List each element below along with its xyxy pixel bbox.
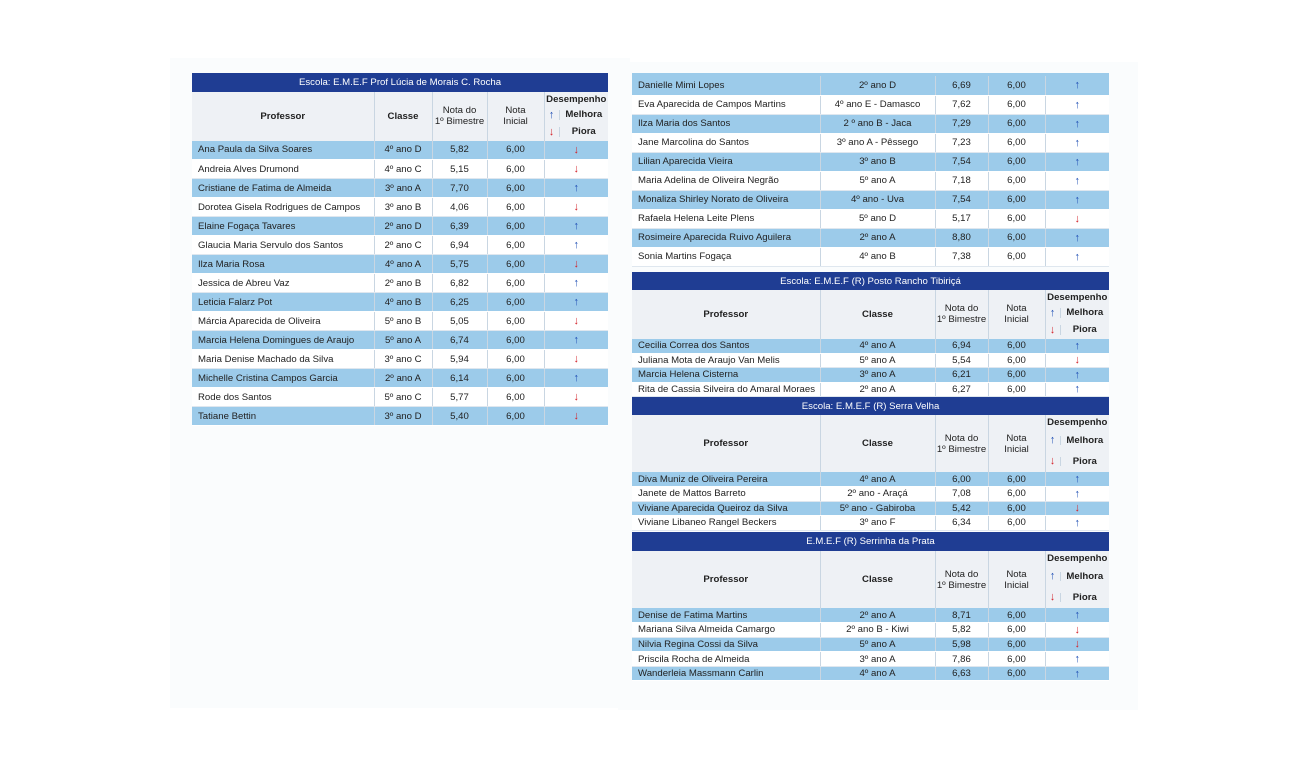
- down-arrow-icon: ↓: [544, 312, 608, 331]
- nota-inicial-cell: 6,00: [988, 516, 1045, 531]
- table-row: [192, 141, 608, 160]
- class-cell: 3º ano F: [820, 516, 935, 531]
- nota-bimestre-cell: 6,94: [432, 236, 487, 255]
- up-arrow-icon: ↑: [1045, 171, 1109, 190]
- teacher-name: Janete de Mattos Barreto: [632, 487, 820, 502]
- class-cell: 4º ano E - Damasco: [820, 95, 935, 114]
- up-arrow-icon: ↑: [1049, 306, 1056, 319]
- class-cell: 2º ano D: [374, 217, 432, 236]
- table-row: [632, 353, 1109, 368]
- table-row: [632, 171, 1109, 190]
- class-cell: 4º ano A: [820, 666, 935, 681]
- nota-bimestre-cell: 7,86: [935, 652, 988, 667]
- up-arrow-icon: ↑: [1045, 666, 1109, 681]
- class-cell: 2º ano A: [820, 382, 935, 397]
- down-arrow-icon: ↓: [1049, 454, 1056, 467]
- nota-inicial-cell: 6,00: [988, 652, 1045, 667]
- table-row: [632, 652, 1109, 667]
- class-cell: 4º ano B: [374, 293, 432, 312]
- table-row: [192, 407, 608, 426]
- class-cell: 5º ano D: [820, 209, 935, 228]
- nota-inicial-cell: 6,00: [487, 179, 544, 198]
- up-arrow-icon: ↑: [1045, 76, 1109, 95]
- nota-inicial-header: Nota Inicial: [988, 415, 1045, 472]
- nota-inicial-cell: 6,00: [487, 331, 544, 350]
- up-arrow-icon: ↑: [544, 236, 608, 255]
- nota-bimestre-cell: 6,27: [935, 382, 988, 397]
- nota-bimestre-cell: 7,62: [935, 95, 988, 114]
- professor-header: Professor: [192, 92, 374, 141]
- nota-bimestre-cell: 7,23: [935, 133, 988, 152]
- nota-inicial-cell: 6,00: [988, 608, 1045, 623]
- up-arrow-icon: ↑: [544, 331, 608, 350]
- up-arrow-icon: ↑: [1045, 339, 1109, 354]
- nota-inicial-cell: 6,00: [988, 666, 1045, 681]
- down-arrow-icon: ↓: [544, 255, 608, 274]
- class-cell: 3º ano A: [374, 179, 432, 198]
- class-cell: 3º ano A: [820, 652, 935, 667]
- nota-bimestre-header: Nota do 1º Bimestre: [935, 290, 988, 339]
- table-row: [192, 160, 608, 179]
- table-row: [192, 217, 608, 236]
- nota-bimestre-cell: 6,82: [432, 274, 487, 293]
- up-arrow-icon: ↑: [1045, 247, 1109, 266]
- up-arrow-icon: ↑: [544, 274, 608, 293]
- up-arrow-icon: ↑: [1045, 608, 1109, 623]
- table-row: [632, 247, 1109, 266]
- table-row: [632, 368, 1109, 383]
- nota-bimestre-cell: 8,71: [935, 608, 988, 623]
- class-cell: 5º ano A: [820, 637, 935, 652]
- nota-inicial-cell: 6,00: [988, 228, 1045, 247]
- teacher-name: Rita de Cassia Silveira do Amaral Moraes: [632, 382, 820, 397]
- class-cell: 5º ano A: [820, 353, 935, 368]
- down-arrow-icon: ↓: [1045, 501, 1109, 516]
- class-cell: 4º ano A: [820, 472, 935, 487]
- table-row: [632, 608, 1109, 623]
- nota-bimestre-cell: 6,34: [935, 516, 988, 531]
- nota-bimestre-cell: 6,74: [432, 331, 487, 350]
- class-cell: 2º ano A: [820, 608, 935, 623]
- table-row: [632, 228, 1109, 247]
- nota-inicial-cell: 6,00: [988, 247, 1045, 266]
- teacher-name: Jessica de Abreu Vaz: [192, 274, 374, 293]
- table-row: [632, 487, 1109, 502]
- down-arrow-icon: ↓: [548, 125, 555, 138]
- down-arrow-icon: ↓: [1045, 209, 1109, 228]
- up-arrow-icon: ↑: [548, 108, 555, 121]
- teacher-name: Dorotea Gisela Rodrigues de Campos: [192, 198, 374, 217]
- table-row: [192, 312, 608, 331]
- teacher-name: Cristiane de Fatima de Almeida: [192, 179, 374, 198]
- teacher-name: Tatiane Bettin: [192, 407, 374, 426]
- up-arrow-icon: ↑: [544, 293, 608, 312]
- up-arrow-icon: ↑: [1049, 569, 1056, 582]
- class-cell: 2º ano A: [374, 369, 432, 388]
- table-row: [632, 95, 1109, 114]
- nota-inicial-cell: 6,00: [487, 388, 544, 407]
- school-title: Escola: E.M.E.F (R) Serra Velha: [632, 397, 1109, 415]
- teacher-name: Danielle Mimi Lopes: [632, 76, 820, 95]
- class-cell: 5º ano A: [820, 171, 935, 190]
- desempenho-header: Desempenho ↑ Melhora ↓ Piora: [544, 92, 608, 141]
- teacher-name: Wanderleia Massmann Carlin: [632, 666, 820, 681]
- desempenho-header: Desempenho ↑ Melhora ↓ Piora: [1045, 551, 1109, 608]
- down-arrow-icon: ↓: [544, 141, 608, 160]
- up-arrow-icon: ↑: [544, 369, 608, 388]
- school-table-serrinha-da-prata: [632, 532, 1109, 681]
- teacher-name: Marcia Helena Domingues de Araujo: [192, 331, 374, 350]
- nota-inicial-cell: 6,00: [487, 312, 544, 331]
- nota-inicial-cell: 6,00: [487, 236, 544, 255]
- classe-header: Classe: [820, 290, 935, 339]
- nota-inicial-cell: 6,00: [988, 95, 1045, 114]
- nota-inicial-cell: 6,00: [988, 152, 1045, 171]
- teacher-name: Viviane Libaneo Rangel Beckers: [632, 516, 820, 531]
- nota-inicial-header: Nota Inicial: [487, 92, 544, 141]
- nota-inicial-cell: 6,00: [988, 637, 1045, 652]
- nota-inicial-cell: 6,00: [988, 209, 1045, 228]
- nota-inicial-cell: 6,00: [487, 160, 544, 179]
- class-cell: 5º ano - Gabiroba: [820, 501, 935, 516]
- nota-inicial-cell: 6,00: [988, 353, 1045, 368]
- down-arrow-icon: ↓: [544, 388, 608, 407]
- table-row: [192, 179, 608, 198]
- nota-bimestre-cell: 5,54: [935, 353, 988, 368]
- nota-bimestre-cell: 7,54: [935, 190, 988, 209]
- teacher-name: Ilza Maria dos Santos: [632, 114, 820, 133]
- table-row: [632, 637, 1109, 652]
- teacher-name: Leticia Falarz Pot: [192, 293, 374, 312]
- down-arrow-icon: ↓: [544, 198, 608, 217]
- down-arrow-icon: ↓: [544, 407, 608, 426]
- table-row: [192, 350, 608, 369]
- nota-inicial-header: Nota Inicial: [988, 551, 1045, 608]
- nota-bimestre-cell: 5,17: [935, 209, 988, 228]
- nota-inicial-header: Nota Inicial: [988, 290, 1045, 339]
- nota-inicial-cell: 6,00: [988, 133, 1045, 152]
- class-cell: 5º ano C: [374, 388, 432, 407]
- table-row: [192, 388, 608, 407]
- table-row: [632, 209, 1109, 228]
- down-arrow-icon: ↓: [544, 350, 608, 369]
- class-cell: 2º ano A: [820, 228, 935, 247]
- teacher-name: Lilian Aparecida Vieira: [632, 152, 820, 171]
- table-row: [632, 382, 1109, 397]
- down-arrow-icon: ↓: [1049, 323, 1056, 336]
- nota-bimestre-cell: 6,25: [432, 293, 487, 312]
- table-row: [192, 293, 608, 312]
- table-row: [192, 331, 608, 350]
- nota-inicial-cell: 6,00: [487, 274, 544, 293]
- up-arrow-icon: ↑: [544, 217, 608, 236]
- table-row: [632, 190, 1109, 209]
- school-table-posto-rancho: [632, 272, 1109, 397]
- teacher-name: Eva Aparecida de Campos Martins: [632, 95, 820, 114]
- table-row: [632, 623, 1109, 638]
- class-cell: 3º ano B: [374, 198, 432, 217]
- class-cell: 4º ano B: [820, 247, 935, 266]
- nota-bimestre-cell: 7,38: [935, 247, 988, 266]
- school-title: Escola: E.M.E.F Prof Lúcia de Morais C. Rocha: [192, 73, 608, 92]
- teacher-name: Maria Adelina de Oliveira Negrão: [632, 171, 820, 190]
- up-arrow-icon: ↑: [1045, 368, 1109, 383]
- table-row: [632, 114, 1109, 133]
- table-row: [192, 198, 608, 217]
- teacher-name: Ilza Maria Rosa: [192, 255, 374, 274]
- table-row: [192, 369, 608, 388]
- nota-bimestre-header: Nota do 1º Bimestre: [935, 415, 988, 472]
- professor-header: Professor: [632, 415, 820, 472]
- nota-inicial-cell: 6,00: [988, 472, 1045, 487]
- nota-bimestre-cell: 7,29: [935, 114, 988, 133]
- professor-header: Professor: [632, 290, 820, 339]
- nota-inicial-cell: 6,00: [988, 382, 1045, 397]
- classe-header: Classe: [820, 415, 935, 472]
- nota-bimestre-cell: 5,98: [935, 637, 988, 652]
- table-row: [192, 236, 608, 255]
- up-arrow-icon: ↑: [1045, 152, 1109, 171]
- nota-bimestre-cell: 5,75: [432, 255, 487, 274]
- nota-bimestre-cell: 5,94: [432, 350, 487, 369]
- teacher-name: Mariana Silva Almeida Camargo: [632, 623, 820, 638]
- teacher-name: Maria Denise Machado da Silva: [192, 350, 374, 369]
- table-row: [632, 152, 1109, 171]
- continuation-table: [632, 73, 1109, 267]
- class-cell: 2 º ano B - Jaca: [820, 114, 935, 133]
- classe-header: Classe: [374, 92, 432, 141]
- teacher-name: Elaine Fogaça Tavares: [192, 217, 374, 236]
- table-row: [192, 274, 608, 293]
- nota-inicial-cell: 6,00: [487, 350, 544, 369]
- nota-inicial-cell: 6,00: [487, 198, 544, 217]
- down-arrow-icon: ↓: [1045, 623, 1109, 638]
- teacher-name: Diva Muniz de Oliveira Pereira: [632, 472, 820, 487]
- nota-bimestre-cell: 7,08: [935, 487, 988, 502]
- teacher-name: Rosimeire Aparecida Ruivo Aguilera: [632, 228, 820, 247]
- desempenho-header: Desempenho ↑ Melhora ↓ Piora: [1045, 290, 1109, 339]
- table-row: [632, 472, 1109, 487]
- nota-bimestre-cell: 7,70: [432, 179, 487, 198]
- nota-bimestre-cell: 6,94: [935, 339, 988, 354]
- nota-bimestre-cell: 4,06: [432, 198, 487, 217]
- teacher-name: Marcia Helena Cisterna: [632, 368, 820, 383]
- up-arrow-icon: ↑: [1045, 133, 1109, 152]
- down-arrow-icon: ↓: [1045, 637, 1109, 652]
- nota-inicial-cell: 6,00: [487, 217, 544, 236]
- class-cell: 3º ano B: [820, 152, 935, 171]
- nota-inicial-cell: 6,00: [487, 407, 544, 426]
- nota-bimestre-cell: 5,05: [432, 312, 487, 331]
- teacher-name: Jane Marcolina do Santos: [632, 133, 820, 152]
- up-arrow-icon: ↑: [1045, 652, 1109, 667]
- teacher-name: Michelle Cristina Campos Garcia: [192, 369, 374, 388]
- class-cell: 2º ano B - Kiwi: [820, 623, 935, 638]
- nota-inicial-cell: 6,00: [487, 255, 544, 274]
- nota-bimestre-cell: 6,21: [935, 368, 988, 383]
- table-row: [632, 666, 1109, 681]
- classe-header: Classe: [820, 551, 935, 608]
- up-arrow-icon: ↑: [1045, 472, 1109, 487]
- school-title: E.M.E.F (R) Serrinha da Prata: [632, 532, 1109, 551]
- class-cell: 5º ano A: [374, 331, 432, 350]
- class-cell: 3º ano A - Pêssego: [820, 133, 935, 152]
- class-cell: 2º ano B: [374, 274, 432, 293]
- up-arrow-icon: ↑: [1045, 382, 1109, 397]
- nota-bimestre-cell: 5,82: [432, 141, 487, 160]
- up-arrow-icon: ↑: [1049, 433, 1056, 446]
- class-cell: 4º ano - Uva: [820, 190, 935, 209]
- teacher-name: Rafaela Helena Leite Plens: [632, 209, 820, 228]
- nota-inicial-cell: 6,00: [988, 487, 1045, 502]
- teacher-name: Glaucia Maria Servulo dos Santos: [192, 236, 374, 255]
- nota-bimestre-header: Nota do 1º Bimestre: [432, 92, 487, 141]
- teacher-name: Cecilia Correa dos Santos: [632, 339, 820, 354]
- left-school-table: [192, 73, 608, 426]
- nota-inicial-cell: 6,00: [988, 501, 1045, 516]
- nota-bimestre-cell: 5,15: [432, 160, 487, 179]
- nota-bimestre-cell: 5,40: [432, 407, 487, 426]
- nota-bimestre-cell: 7,54: [935, 152, 988, 171]
- table-row: [632, 501, 1109, 516]
- school-title: Escola: E.M.E.F (R) Posto Rancho Tibiriçá: [632, 272, 1109, 290]
- class-cell: 4º ano A: [820, 339, 935, 354]
- nota-inicial-cell: 6,00: [988, 76, 1045, 95]
- nota-bimestre-cell: 5,42: [935, 501, 988, 516]
- nota-inicial-cell: 6,00: [988, 368, 1045, 383]
- nota-inicial-cell: 6,00: [988, 623, 1045, 638]
- class-cell: 4º ano C: [374, 160, 432, 179]
- teacher-name: Márcia Aparecida de Oliveira: [192, 312, 374, 331]
- nota-bimestre-cell: 8,80: [935, 228, 988, 247]
- teacher-name: Nilvia Regina Cossi da Silva: [632, 637, 820, 652]
- nota-bimestre-header: Nota do 1º Bimestre: [935, 551, 988, 608]
- up-arrow-icon: ↑: [1045, 487, 1109, 502]
- nota-inicial-cell: 6,00: [988, 171, 1045, 190]
- up-arrow-icon: ↑: [544, 179, 608, 198]
- nota-inicial-cell: 6,00: [487, 293, 544, 312]
- up-arrow-icon: ↑: [1045, 114, 1109, 133]
- school-table-serra-velha: [632, 397, 1109, 531]
- nota-bimestre-cell: 6,63: [935, 666, 988, 681]
- teacher-name: Ana Paula da Silva Soares: [192, 141, 374, 160]
- nota-bimestre-cell: 6,00: [935, 472, 988, 487]
- teacher-name: Monaliza Shirley Norato de Oliveira: [632, 190, 820, 209]
- teacher-name: Juliana Mota de Araujo Van Melis: [632, 353, 820, 368]
- nota-bimestre-cell: 7,18: [935, 171, 988, 190]
- class-cell: 2º ano - Araçá: [820, 487, 935, 502]
- professor-header: Professor: [632, 551, 820, 608]
- nota-bimestre-cell: 6,14: [432, 369, 487, 388]
- nota-bimestre-cell: 6,69: [935, 76, 988, 95]
- table-row: [632, 516, 1109, 531]
- desempenho-header: Desempenho ↑ Melhora ↓ Piora: [1045, 415, 1109, 472]
- nota-inicial-cell: 6,00: [988, 190, 1045, 209]
- teacher-name: Rode dos Santos: [192, 388, 374, 407]
- class-cell: 5º ano B: [374, 312, 432, 331]
- down-arrow-icon: ↓: [1049, 590, 1056, 603]
- class-cell: 3º ano D: [374, 407, 432, 426]
- nota-bimestre-cell: 6,39: [432, 217, 487, 236]
- nota-inicial-cell: 6,00: [988, 339, 1045, 354]
- down-arrow-icon: ↓: [544, 160, 608, 179]
- up-arrow-icon: ↑: [1045, 516, 1109, 531]
- nota-inicial-cell: 6,00: [988, 114, 1045, 133]
- nota-bimestre-cell: 5,77: [432, 388, 487, 407]
- teacher-name: Sonia Martins Fogaça: [632, 247, 820, 266]
- class-cell: 3º ano A: [820, 368, 935, 383]
- up-arrow-icon: ↑: [1045, 95, 1109, 114]
- class-cell: 2º ano C: [374, 236, 432, 255]
- up-arrow-icon: ↑: [1045, 228, 1109, 247]
- table-row: [192, 255, 608, 274]
- table-row: [632, 76, 1109, 95]
- down-arrow-icon: ↓: [1045, 353, 1109, 368]
- nota-inicial-cell: 6,00: [487, 141, 544, 160]
- table-row: [632, 339, 1109, 354]
- teacher-name: Denise de Fatima Martins: [632, 608, 820, 623]
- teacher-name: Priscila Rocha de Almeida: [632, 652, 820, 667]
- teacher-name: Andreia Alves Drumond: [192, 160, 374, 179]
- class-cell: 4º ano A: [374, 255, 432, 274]
- nota-bimestre-cell: 5,82: [935, 623, 988, 638]
- nota-inicial-cell: 6,00: [487, 369, 544, 388]
- class-cell: 3º ano C: [374, 350, 432, 369]
- table-row: [632, 133, 1109, 152]
- class-cell: 4º ano D: [374, 141, 432, 160]
- up-arrow-icon: ↑: [1045, 190, 1109, 209]
- class-cell: 2º ano D: [820, 76, 935, 95]
- teacher-name: Viviane Aparecida Queiroz da Silva: [632, 501, 820, 516]
